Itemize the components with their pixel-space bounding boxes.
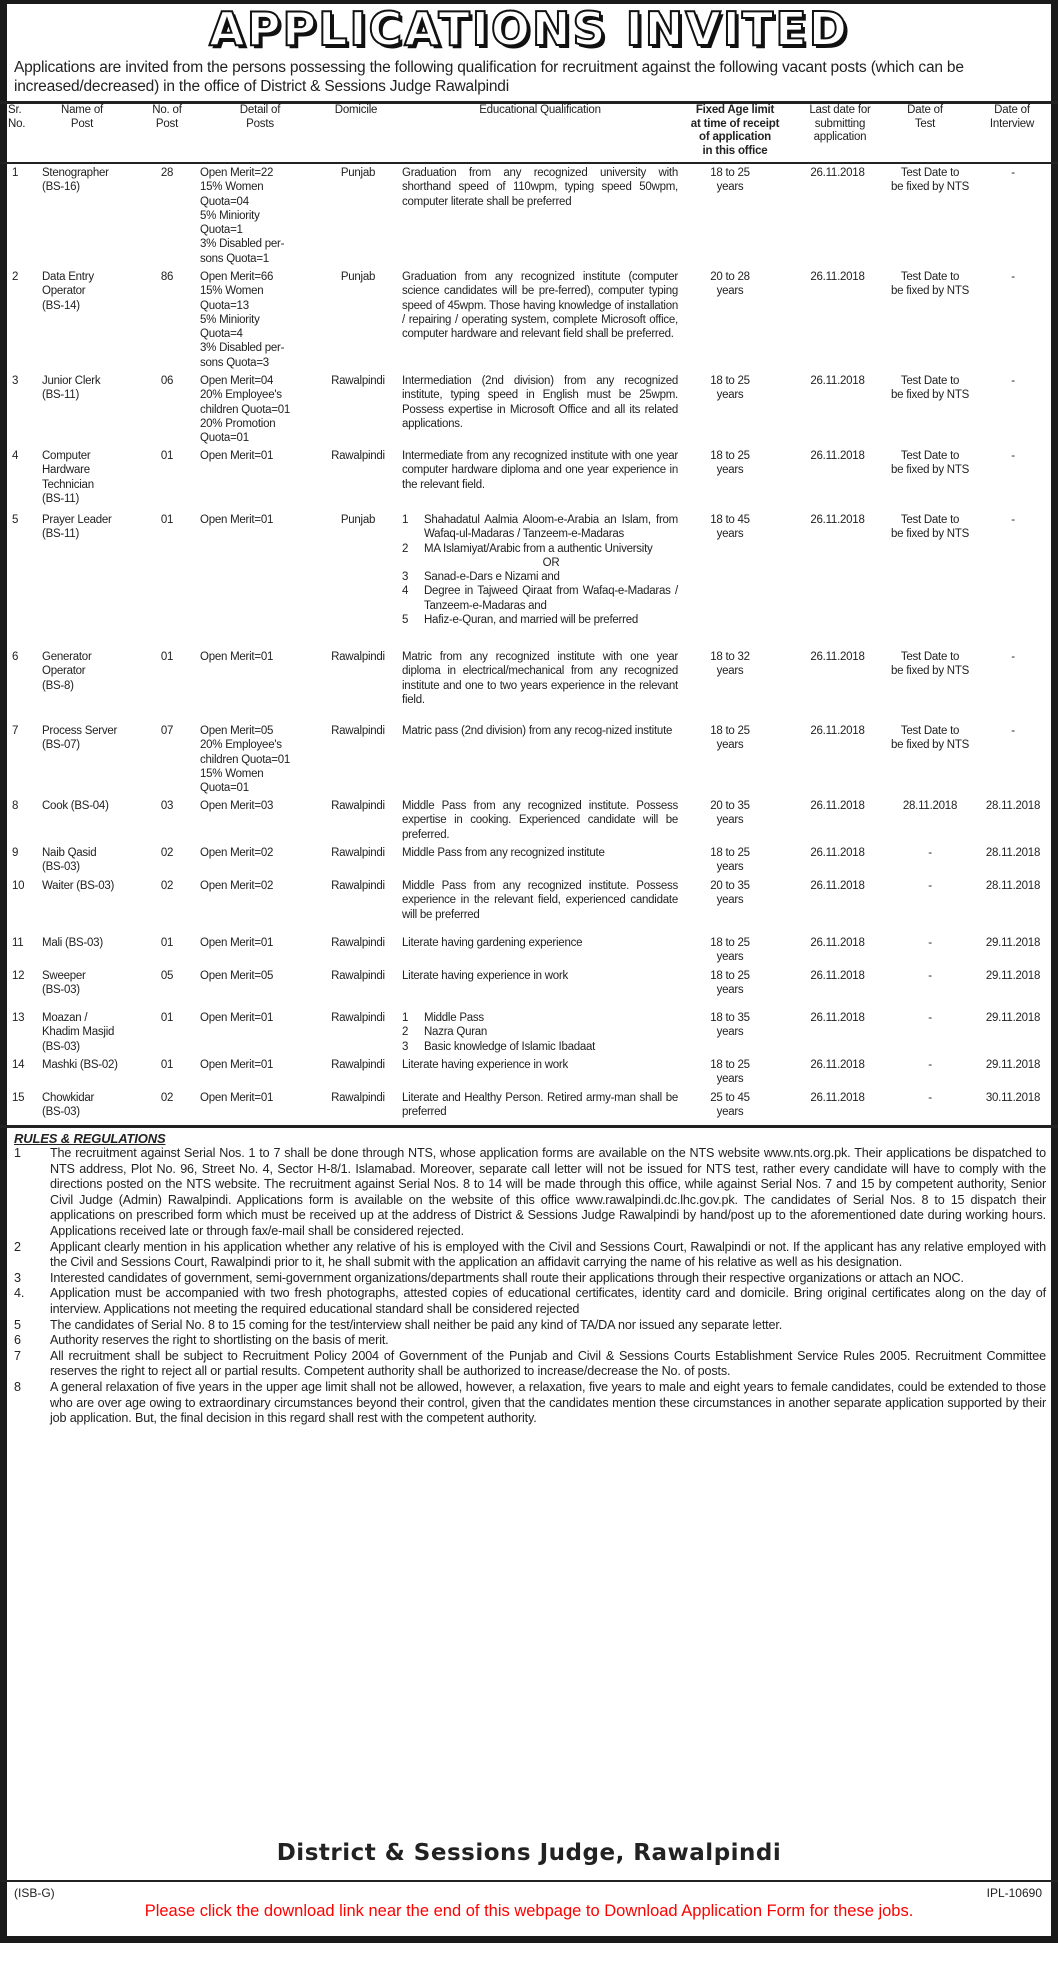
item-number: 1	[402, 1012, 409, 1024]
item-number: 2	[402, 542, 409, 555]
rule-text: All recruitment shall be subject to Recruitment Policy 2004 of Government of the Punjab and Civil & Sessions Courts Establishment Service Rules 2005. Recruitment Committee reserves the right to reject all or partial results. Competent authority shall be authorized to increase/decrease the No. of posts.	[50, 1348, 1046, 1379]
item-text: Hafiz-e-Quran, and married will be preferred	[424, 614, 638, 627]
header-test-date: Date of Test	[907, 104, 943, 130]
rules-section	[14, 1131, 1046, 1427]
cell-test-date: Test Date to be fixed by NTS	[890, 651, 970, 678]
item-number: 4	[402, 585, 409, 598]
table-row	[0, 879, 1058, 936]
rule-item	[14, 1146, 1046, 1240]
cell-last-date: 26.11.2018	[810, 1012, 865, 1024]
cell-interview-date: -	[1011, 651, 1015, 663]
cell-name: Moazan / Khadim Masjid (BS-03)	[42, 1012, 115, 1053]
rule-item	[14, 1271, 1046, 1287]
cell-last-date: 26.11.2018	[810, 651, 865, 663]
rule-item	[14, 1240, 1046, 1271]
cell-test-date: -	[928, 1012, 932, 1024]
rule-number: 7	[14, 1348, 21, 1363]
cell-qualification: Middle Pass from any recognized institute. Possess experience in the relevant field, experienced candidate will be preferred	[402, 880, 678, 921]
cell-detail: Open Merit=01	[200, 937, 274, 949]
cell-no: 02	[160, 1092, 174, 1104]
cell-last-date: 26.11.2018	[810, 167, 865, 179]
cell-detail: Open Merit=02	[200, 880, 274, 892]
cell-test-date: 28.11.2018	[902, 800, 958, 812]
table-row	[0, 166, 1058, 270]
cell-name: Chowkidar (BS-03)	[42, 1092, 95, 1119]
cell-age: 18 to 25 years	[710, 725, 750, 752]
cell-detail: Open Merit=03	[200, 800, 274, 812]
cell-no: 01	[160, 937, 174, 949]
qualification-item	[402, 542, 678, 556]
rule-text: Application must be accompanied with two fresh photographs, attested copies of educational certificates, identity card and domicile. Bring original certificates along on the day of interview. Applications not meeting the required educational standard shall be considered rejected	[50, 1286, 1046, 1316]
cell-last-date: 26.11.2018	[810, 800, 865, 812]
cell-sr: 1	[12, 167, 19, 179]
cell-interview-date: 28.11.2018	[985, 800, 1041, 812]
rule-item	[14, 1333, 1046, 1349]
table-row	[0, 270, 1058, 374]
qualification-item	[402, 584, 678, 613]
cell-last-date: 26.11.2018	[810, 1092, 865, 1104]
cell-no: 03	[160, 800, 174, 812]
intro-text: Applications are invited from the persons possessing the following qualification for recruitment against the following vacant posts (which can be increased/decreased) in the office of District & Sessions Judge Rawalpindi	[14, 59, 964, 95]
ipl-code: IPL-10690	[986, 1886, 1042, 1900]
cell-domicile: Rawalpindi	[331, 970, 385, 982]
table-row	[0, 724, 1058, 799]
cell-last-date: 26.11.2018	[810, 725, 865, 737]
cell-age: 25 to 45 years	[710, 1092, 750, 1119]
cell-name: Mashki (BS-02)	[42, 1059, 118, 1071]
cell-no: 01	[160, 1012, 174, 1024]
cell-interview-date: 30.11.2018	[985, 1092, 1041, 1104]
cell-interview-date: 29.11.2018	[985, 970, 1041, 982]
cell-interview-date: -	[1011, 271, 1015, 283]
cell-qualification: Graduation from any recognized institute (computer science candidates will be pre-ferred), computer typing speed of 45wpm. Those having knowledge of installation / repairing / operating system, complete Microsoft office, computer hardware and relevant field shall be preferred.	[402, 271, 678, 341]
rule-number: 2	[14, 1239, 21, 1254]
rule-text: Authority reserves the right to shortlisting on the basis of merit.	[50, 1333, 389, 1348]
cell-sr: 12	[12, 970, 25, 982]
cell-test-date: -	[928, 847, 932, 859]
qualification-item	[402, 1011, 678, 1025]
cell-name: Stenographer (BS-16)	[42, 167, 109, 194]
cell-qualification: Matric pass (2nd division) from any recog-nized institute	[402, 725, 673, 737]
cell-detail: Open Merit=01	[200, 514, 274, 526]
cell-qualification: Middle Pass from any recognized institute. Possess expertise in cooking. Experienced candidate will be preferred.	[402, 800, 678, 841]
cell-name: Junior Clerk (BS-11)	[42, 375, 101, 402]
cell-qualification: Matric from any recognized institute with one year diploma in electrical/mechanical from any recognized institute and one to two years experience in the relevant field.	[402, 651, 678, 706]
item-text: Basic knowledge of Islamic Ibadaat	[424, 1040, 596, 1053]
cell-test-date: -	[928, 880, 932, 892]
cell-sr: 3	[12, 375, 19, 387]
item-number: 3	[402, 571, 409, 584]
item-text: Degree in Tajweed Qiraat from Wafaq-e-Madaras / Tanzeem-e-Madaras and	[424, 585, 678, 612]
cell-name: Mali (BS-03)	[42, 937, 103, 949]
cell-name: Data Entry Operator (BS-14)	[42, 271, 94, 312]
qualification-item	[402, 570, 678, 584]
cell-domicile: Punjab	[340, 167, 376, 179]
rule-item	[14, 1318, 1046, 1334]
cell-name: Generator Operator (BS-8)	[42, 651, 92, 692]
header-name: Name of Post	[60, 104, 104, 130]
cell-detail: Open Merit=04 20% Employee's children Quota=01 20% Promotion Quota=01	[200, 375, 291, 445]
header-sr: Sr. No.	[8, 104, 26, 130]
download-note[interactable]: Please click the download link near the end of this webpage to Download Application Form for these jobs.	[144, 1902, 914, 1920]
cell-last-date: 26.11.2018	[810, 514, 865, 526]
page-title: APPLICATIONS INVITED	[209, 2, 849, 56]
isb-code: (ISB-G)	[14, 1886, 55, 1900]
cell-sr: 13	[12, 1012, 25, 1024]
item-text: Nazra Quran	[424, 1026, 488, 1039]
cell-detail: Open Merit=05	[200, 970, 274, 982]
cell-domicile: Rawalpindi	[331, 1012, 385, 1024]
cell-no: 02	[160, 847, 174, 859]
rules-title: RULES & REGULATIONS	[14, 1131, 166, 1146]
cell-age: 18 to 25 years	[710, 167, 750, 194]
header-no: No. of Post	[152, 104, 182, 130]
item-number: 5	[402, 614, 409, 627]
cell-test-date: Test Date to be fixed by NTS	[890, 271, 970, 298]
cell-detail: Open Merit=02	[200, 847, 274, 859]
cell-no: 01	[160, 1059, 174, 1071]
cell-name: Naib Qasid (BS-03)	[42, 847, 97, 874]
cell-interview-date: -	[1011, 450, 1015, 462]
cell-name: Prayer Leader (BS-11)	[42, 514, 112, 541]
cell-interview-date: 29.11.2018	[985, 937, 1041, 949]
divider	[0, 1125, 1058, 1128]
cell-last-date: 26.11.2018	[810, 1059, 865, 1071]
rule-text: The recruitment against Serial Nos. 1 to 7 shall be done through NTS, whose application forms are available on the NTS website www.nts.org.pk. Their applications be dispatched to NTS address, Plot No. 96, Street No. 4, Sector H-8/1. Islamabad. Moreover, separate call letter will not be issued for NTS test, rather every candidate will have to comply with the directions posted on the NTS website. The recruitment against Serial Nos. 8 to 14 will be made through this office, while against Serial Nos. 7 and 15 by competent authority, Senior Civil Judge (Admin) Rawalpindi. Applications form is available on the website of this office www.rawalpindi.dc.lhc.gov.pk. The candidates of Serial Nos. 8 to 15 dispatch their applications on prescribed form which must be received up at the address of District & Sessions Judge Rawalpindi by hand/post up to the aforementioned date during working hours. Applications received late or through fax/e-mail shall be considered rejected.	[50, 1146, 1046, 1238]
rule-text: The candidates of Serial No. 8 to 15 coming for the test/interview shall neither be paid any kind of TA/DA nor issued any separate letter.	[50, 1317, 783, 1332]
table-row	[0, 936, 1058, 969]
cell-test-date: -	[928, 970, 932, 982]
cell-interview-date: 29.11.2018	[985, 1012, 1041, 1024]
cell-qualification: Middle Pass from any recognized institute	[402, 847, 605, 859]
cell-name: Computer Hardware Technician (BS-11)	[42, 450, 94, 505]
table-row	[0, 1058, 1058, 1091]
cell-no: 06	[160, 375, 174, 387]
header-age: Fixed Age limit at time of receipt of application in this office	[690, 104, 780, 157]
rule-item	[14, 1380, 1046, 1427]
cell-no: 28	[160, 167, 174, 179]
cell-age: 18 to 25 years	[710, 1059, 750, 1086]
cell-sr: 11	[12, 937, 24, 949]
cell-domicile: Rawalpindi	[331, 847, 385, 859]
cell-domicile: Punjab	[340, 514, 376, 526]
cell-interview-date: -	[1011, 167, 1015, 179]
table-row	[0, 1091, 1058, 1125]
rule-number: 1	[14, 1146, 21, 1160]
cell-domicile: Rawalpindi	[331, 1059, 385, 1071]
rule-number: 4.	[14, 1286, 25, 1301]
cell-qualification: Graduation from any recognized university with shorthand speed of 110wpm, typing speed 50wpm, computer literate shall be preferred	[402, 167, 678, 208]
header-last-date: Last date for submitting application	[809, 104, 871, 143]
cell-qualification: Literate having gardening experience	[402, 937, 583, 949]
cell-no: 86	[160, 271, 174, 283]
cell-test-date: Test Date to be fixed by NTS	[890, 514, 970, 541]
cell-last-date: 26.11.2018	[810, 847, 865, 859]
cell-no: 01	[160, 514, 174, 526]
cell-domicile: Rawalpindi	[331, 651, 385, 663]
rule-text: Applicant clearly mention in his application whether any relative of his is employed with the Civil and Sessions Court, Rawalpindi or not. If the applicant has any relative employed with the Civil and Sessions Court, Rawalpindi prior to it, he shall submit with the application an affidavit carrying the name of his relative as well as his designation.	[50, 1239, 1046, 1270]
cell-test-date: Test Date to be fixed by NTS	[890, 450, 970, 477]
cell-no: 02	[160, 880, 174, 892]
cell-no: 01	[160, 651, 174, 663]
cell-qualification	[402, 1011, 678, 1054]
cell-sr: 10	[12, 880, 25, 892]
cell-qualification: Intermediation (2nd division) from any recognized institute, typing speed in English must be 25wpm. Possess expertise in Microsoft Office and all its related applications.	[402, 375, 678, 430]
cell-name: Waiter (BS-03)	[42, 880, 115, 892]
cell-domicile: Rawalpindi	[331, 375, 385, 387]
cell-qualification: Literate having experience in work	[402, 970, 569, 982]
cell-domicile: Rawalpindi	[331, 1092, 385, 1104]
cell-detail: Open Merit=66 15% Women Quota=13 5% Miniority Quota=4 3% Disabled per- sons Quota=3	[200, 271, 285, 369]
table-row	[0, 374, 1058, 449]
cell-age: 20 to 35 years	[710, 880, 750, 907]
cell-sr: 5	[12, 514, 19, 526]
cell-domicile: Rawalpindi	[331, 880, 385, 892]
cell-qualification: Intermediate from any recognized institute with one year computer hardware diploma and one year experience in the relevant field.	[402, 450, 678, 491]
rule-text: A general relaxation of five years in the upper age limit shall not be allowed, however, a relaxation, five years to male and eight years to female candidates, could be extended to those who are over age owing to extraordinary circumstances beyond their control, given that the candidates mention these circumstances in another separate application supported by their job application. But, the final decision in this regard shall rest with the competent authority.	[50, 1379, 1046, 1426]
cell-detail: Open Merit=01	[200, 450, 274, 462]
cell-sr: 6	[12, 651, 19, 663]
cell-detail: Open Merit=01	[200, 1059, 274, 1071]
table-row	[0, 799, 1058, 846]
rule-number: 8	[14, 1379, 21, 1394]
cell-no: 01	[160, 450, 174, 462]
cell-detail: Open Merit=05 20% Employee's children Quota=01 15% Women Quota=01	[200, 725, 291, 795]
qualification-item	[402, 556, 678, 570]
cell-age: 18 to 25 years	[710, 970, 750, 997]
cell-age: 18 to 25 years	[710, 847, 750, 874]
cell-domicile: Rawalpindi	[331, 450, 385, 462]
cell-test-date: Test Date to be fixed by NTS	[890, 725, 970, 752]
cell-name: Process Server (BS-07)	[42, 725, 118, 752]
table-row	[0, 1011, 1058, 1058]
cell-domicile: Rawalpindi	[331, 725, 385, 737]
cell-sr: 15	[12, 1092, 25, 1104]
cell-last-date: 26.11.2018	[810, 880, 865, 892]
cell-test-date: -	[928, 1092, 932, 1104]
cell-age: 20 to 35 years	[710, 800, 750, 827]
cell-detail: Open Merit=01	[200, 1092, 274, 1104]
table-row	[0, 449, 1058, 513]
cell-detail: Open Merit=22 15% Women Quota=04 5% Miniority Quota=1 3% Disabled per- sons Quota=1	[200, 167, 285, 265]
cell-no: 05	[160, 970, 174, 982]
cell-interview-date: -	[1011, 514, 1015, 526]
cell-age: 18 to 25 years	[710, 375, 750, 402]
rule-item	[14, 1349, 1046, 1380]
header-interview-date: Date of Interview	[989, 104, 1035, 130]
cell-domicile: Rawalpindi	[331, 800, 385, 812]
table-row	[0, 513, 1058, 650]
divider	[0, 1880, 1058, 1882]
cell-age: 18 to 35 years	[710, 1012, 750, 1039]
item-text: Shahadatul Aalmia Aloom-e-Arabia an Islam, from Wafaq-ul-Madaras / Tanzeem-e-Madaras	[424, 514, 678, 541]
cell-age: 18 to 25 years	[710, 937, 750, 964]
cell-domicile: Punjab	[340, 271, 376, 283]
qualification-item	[402, 513, 678, 542]
rule-item	[14, 1286, 1046, 1317]
cell-interview-date: -	[1011, 725, 1015, 737]
cell-sr: 9	[12, 847, 19, 859]
header-detail: Detail of Posts	[239, 104, 281, 130]
cell-last-date: 26.11.2018	[810, 937, 865, 949]
cell-interview-date: -	[1011, 375, 1015, 387]
header-edu: Educational Qualification	[479, 104, 601, 116]
cell-age: 18 to 32 years	[710, 651, 750, 678]
qualification-item	[402, 1040, 678, 1054]
cell-interview-date: 28.11.2018	[985, 880, 1041, 892]
cell-last-date: 26.11.2018	[810, 375, 865, 387]
cell-age: 18 to 45 years	[710, 514, 750, 541]
cell-test-date: -	[928, 1059, 932, 1071]
rule-number: 5	[14, 1317, 21, 1332]
cell-test-date: Test Date to be fixed by NTS	[890, 375, 970, 402]
divider	[0, 162, 1058, 164]
item-text: MA Islamiyat/Arabic from a authentic University	[424, 542, 653, 555]
table-header	[0, 104, 1058, 160]
table-row	[0, 846, 1058, 879]
cell-sr: 4	[12, 450, 19, 462]
item-text: OR	[542, 556, 560, 569]
item-number: 1	[402, 514, 409, 526]
cell-last-date: 26.11.2018	[810, 271, 865, 283]
rule-number: 6	[14, 1333, 21, 1348]
cell-detail: Open Merit=01	[200, 1012, 274, 1024]
header-domicile: Domicile	[334, 104, 378, 116]
cell-sr: 7	[12, 725, 19, 737]
cell-name: Sweeper (BS-03)	[42, 970, 86, 997]
cell-sr: 2	[12, 271, 19, 283]
item-number: 2	[402, 1026, 409, 1039]
item-text: Sanad-e-Dars e Nizami and	[424, 571, 560, 584]
qualification-item	[402, 1025, 678, 1039]
cell-name: Cook (BS-04)	[42, 800, 109, 812]
cell-last-date: 26.11.2018	[810, 970, 865, 982]
cell-test-date: Test Date to be fixed by NTS	[890, 167, 970, 194]
rule-text: Interested candidates of government, semi-government organizations/departments shall route their applications through their respective organizations or attach an NOC.	[50, 1270, 964, 1285]
cell-test-date: -	[928, 937, 932, 949]
item-text: Middle Pass	[424, 1012, 484, 1024]
cell-last-date: 26.11.2018	[810, 450, 865, 462]
item-number: 3	[402, 1040, 409, 1053]
table-row	[0, 650, 1058, 724]
cell-age: 20 to 28 years	[710, 271, 750, 298]
cell-no: 07	[160, 725, 174, 737]
cell-sr: 14	[12, 1059, 25, 1071]
table-row	[0, 969, 1058, 1011]
cell-domicile: Rawalpindi	[331, 937, 385, 949]
cell-qualification: Literate and Healthy Person. Retired army-man shall be preferred	[402, 1092, 678, 1119]
cell-qualification	[402, 513, 678, 627]
cell-sr: 8	[12, 800, 19, 812]
cell-detail: Open Merit=01	[200, 651, 274, 663]
rule-number: 3	[14, 1270, 21, 1285]
cell-age: 18 to 25 years	[710, 450, 750, 477]
signature: District & Sessions Judge, Rawalpindi	[276, 1840, 782, 1866]
jobs-table	[0, 166, 1058, 1125]
cell-interview-date: 28.11.2018	[985, 847, 1041, 859]
cell-qualification: Literate having experience in work	[402, 1059, 569, 1071]
qualification-item	[402, 613, 678, 627]
cell-interview-date: 29.11.2018	[985, 1059, 1041, 1071]
